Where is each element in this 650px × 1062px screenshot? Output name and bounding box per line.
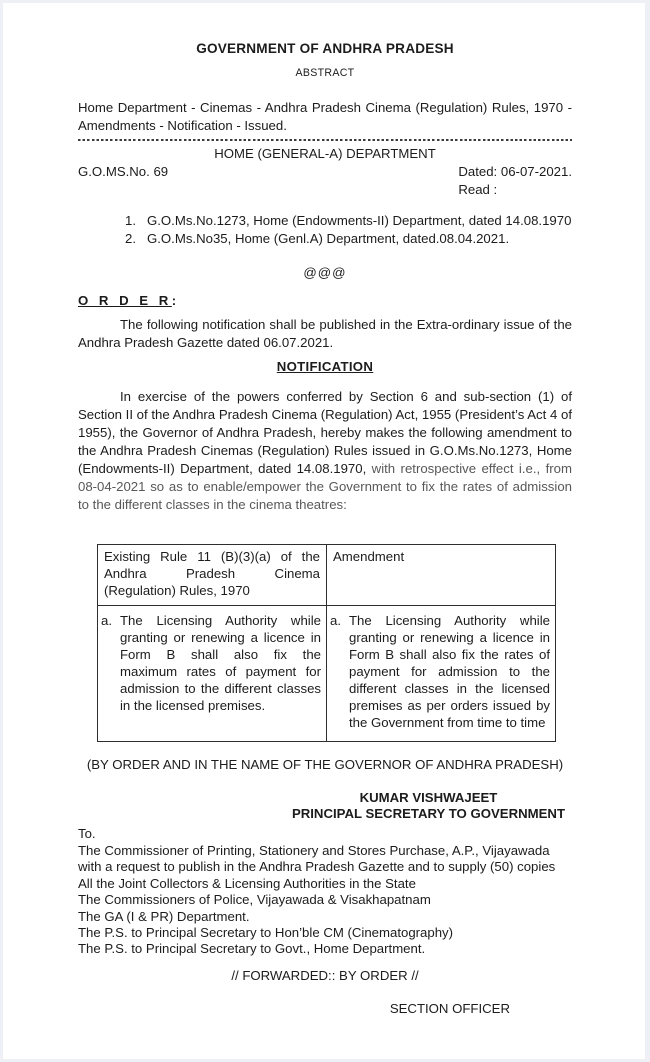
to-label: To.: [78, 826, 96, 841]
existing-rule-item: a. The Licensing Authority while granting or renewing a licence in Form B shall also fix the maximum rates of payment for admission to the different classes in the licensed premises.: [101, 613, 321, 713]
signature-block: [292, 790, 565, 821]
reference-text: G.O.Ms.No35, Home (Genl.A) Department, dated.08.04.2021.: [147, 231, 510, 246]
reference-text: G.O.Ms.No.1273, Home (Endowments-II) Department, dated 14.08.1970: [147, 213, 572, 228]
amendment-item: a. The Licensing Authority while granting or renewing a licence in Form B shall also fix the rates of payment for admission to the different classes in the licensed premises as per orders issued by the Government from time to time: [330, 613, 550, 730]
amendment-table: [97, 544, 556, 742]
by-order-line: (BY ORDER AND IN THE NAME OF THE GOVERNOR OF ANDHRA PRADESH): [86, 757, 564, 772]
table-header-row: [98, 545, 556, 606]
reference-number: 2.: [125, 231, 136, 246]
read-label: Read :: [458, 182, 498, 197]
dated-block: [458, 163, 572, 199]
abstract-label: ABSTRACT: [295, 67, 355, 79]
addressee-line: The Commissioners of Police, Vijayawada & Visakhapatnam: [78, 892, 431, 908]
addressee-line: The GA (I & PR) Department.: [78, 908, 250, 924]
section-officer-label: SECTION OFFICER: [389, 1000, 510, 1016]
addressee-line: with a request to publish in the Andhra Pradesh Gazette and to supply (50) copies: [78, 859, 556, 875]
header-amendment: Amendment: [327, 545, 556, 606]
addressee-line: The Commissioner of Printing, Stationery and Stores Purchase, A.P., Vijayawada: [78, 843, 550, 858]
doc-title: GOVERNMENT OF ANDHRA PRADESH: [196, 41, 454, 56]
forwarded-line: // FORWARDED:: BY ORDER //: [231, 967, 419, 983]
order-paragraph: The following notification shall be published in the Extra-ordinary issue of the Andhra Pradesh Gazette dated 06.07.2021.: [78, 317, 572, 350]
addressee-list: [78, 843, 572, 958]
order-heading: O R D E R:: [78, 293, 177, 308]
signatory-title: PRINCIPAL SECRETARY TO GOVERNMENT: [291, 805, 565, 821]
notification-paragraph: [78, 388, 572, 514]
notification-paragraph-retrospective: with retrospective effect i.e., from 08-04-2021 so as to enable/empower the Government to fix the rates of admission to the different classes in the cinema theatres:: [78, 461, 572, 512]
addressee-line: The P.S. to Principal Secretary to Hon’ble CM (Cinematography): [78, 925, 454, 941]
header-existing-rule: Existing Rule 11 (B)(3)(a) of the Andhra Pradesh Cinema (Regulation) Rules, 1970: [98, 545, 327, 606]
addressee-line: All the Joint Collectors & Licensing Authorities in the State: [78, 875, 416, 891]
notification-paragraph-main: In exercise of the powers conferred by Section 6 and sub-section (1) of Section II of the Andhra Pradesh Cinema (Regulation) Act, 1955 (President’s Act 4 of 1955), the Governor of Andhra Pradesh, hereby makes the following amendment to the Andhra Pradesh Cinemas (Regulation) Rules issued in G.O.Ms.No.1273, Home (Endowments-II) Department, dated 14.08.1970,: [78, 389, 572, 476]
separator-symbol: @@@: [303, 265, 347, 280]
notification-heading: NOTIFICATION: [276, 359, 374, 374]
government-order-document: [3, 3, 645, 1018]
table-row: [98, 606, 556, 742]
reference-list: [125, 212, 572, 248]
amendment-cell: [327, 606, 556, 742]
reference-item: [125, 230, 572, 248]
dated-line: Dated: 06-07-2021.: [458, 164, 572, 179]
go-number-row: [78, 163, 572, 199]
go-number: G.O.MS.No. 69: [78, 164, 169, 179]
department-heading: HOME (GENERAL-A) DEPARTMENT: [214, 146, 436, 161]
reference-number: 1.: [125, 213, 136, 228]
subject-line: Home Department - Cinemas - Andhra Pradesh Cinema (Regulation) Rules, 1970 - Amendments - Notification - Issued.: [78, 100, 572, 133]
addressee-line: The P.S. to Principal Secretary to Govt., Home Department.: [78, 941, 426, 957]
signatory-name: KUMAR VISHWAJEET: [359, 790, 498, 805]
reference-item: [125, 212, 572, 230]
dashed-divider: [78, 139, 572, 141]
existing-rule-cell: [98, 606, 327, 742]
